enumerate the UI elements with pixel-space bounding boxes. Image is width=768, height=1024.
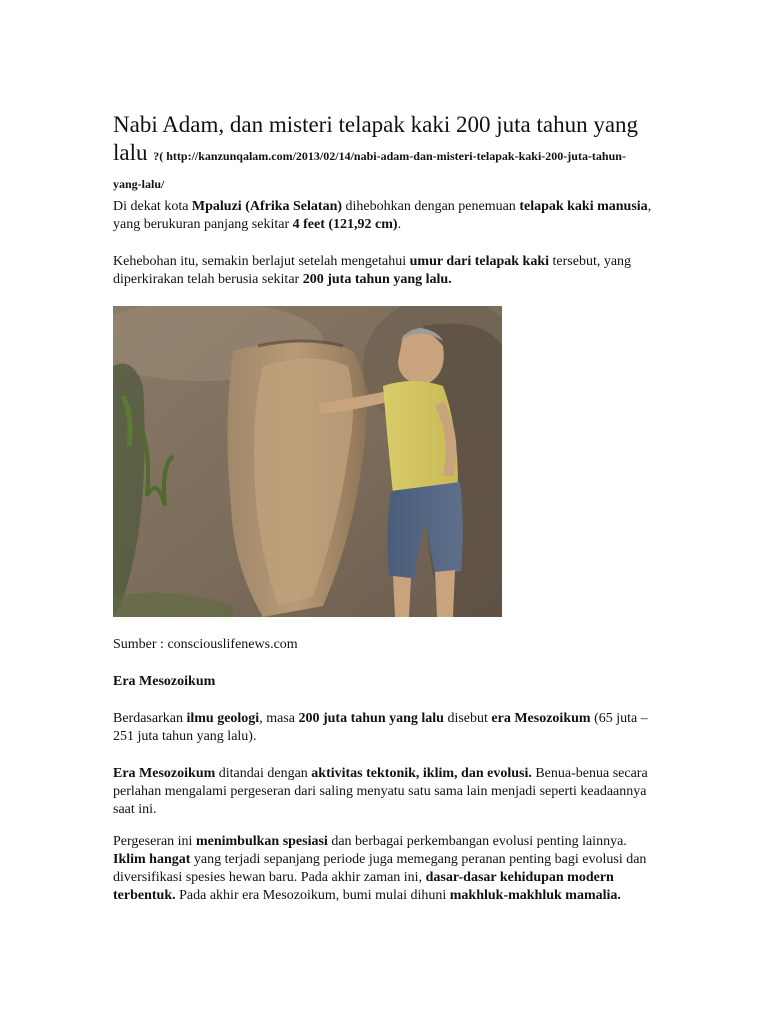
p3-text-3: disebut	[443, 711, 492, 726]
p5-bold-1: menimbulkan spesiasi	[195, 834, 328, 849]
p1-text-3: , yang berukuran panjang sekitar	[113, 199, 652, 232]
p1-bold-2: telapak kaki manusia	[519, 199, 648, 214]
p2-text-1: Kehebohan itu, semakin berlajut setelah mengetahui	[113, 254, 410, 269]
p5-text-4: Pada akhir era Mesozoikum, bumi mulai dihuni	[175, 888, 450, 903]
p1-bold-1: Mpaluzi (Afrika Selatan)	[191, 199, 343, 214]
article-title-text: Nabi Adam, dan misteri telapak kaki 200 juta tahun yang lalu	[113, 112, 639, 165]
p3-text-1: Berdasarkan	[113, 711, 187, 726]
p2-text-2: tersebut, yang diperkirakan telah berusia sekitar	[113, 254, 632, 287]
footprint-photo-illustration	[113, 306, 502, 617]
footprint-photo	[113, 306, 502, 617]
p3-text-4: (65 juta – 251 juta tahun yang lalu).	[113, 711, 648, 744]
p4-bold-2: aktivitas tektonik, iklim, dan evolusi.	[311, 766, 532, 781]
p5-bold-2: Iklim hangat	[113, 852, 191, 867]
p5-bold-3: dasar-dasar kehidupan modern terbentuk.	[113, 870, 614, 903]
p3-bold-3: era Mesozoikum	[491, 711, 591, 726]
paragraph-evolution	[113, 833, 653, 905]
p3-bold-2: 200 juta tahun yang lalu	[298, 711, 444, 726]
p5-text-1: Pergeseran ini	[113, 834, 196, 849]
p2-bold-1: umur dari telapak kaki	[409, 254, 550, 269]
p1-text-1: Di dekat kota	[113, 199, 192, 214]
p5-text-2: dan berbagai perkembangan evolusi penting lainnya.	[327, 834, 627, 849]
p1-bold-3: 4 feet (121,92 cm)	[292, 217, 398, 232]
p4-text-1: ditandai dengan	[215, 766, 312, 781]
p4-text-2: Benua-benua secara perlahan mengalami pergeseran dari saling menyatu satu sama lain menjadi seperti keadaannya saat ini.	[113, 766, 648, 817]
paragraph-geology	[113, 710, 653, 746]
article-title	[113, 111, 653, 195]
p3-bold-1: ilmu geologi	[186, 711, 260, 726]
p5-text-3: yang terjadi sepanjang periode juga memegang peranan penting bagi evolusi dan diversifikasi spesies hewan baru. Pada akhir zaman ini,	[113, 852, 647, 885]
p2-bold-2: 200 juta tahun yang lalu.	[302, 272, 452, 287]
p1-text-2: dihebohkan dengan penemuan	[342, 199, 520, 214]
p5-bold-4: makhluk-makhluk mamalia.	[449, 888, 621, 903]
article-source-url[interactable]: ?( http://kanzunqalam.com/2013/02/14/nabi-adam-dan-misteri-telapak-kaki-200-juta-tahun-yang-lalu/	[113, 149, 626, 191]
p1-text-4: .	[397, 217, 402, 232]
paragraph-location	[113, 198, 653, 234]
paragraph-mesozoic	[113, 765, 653, 819]
section-heading-era: Era Mesozoikum	[113, 674, 216, 689]
p4-bold-1: Era Mesozoikum	[113, 766, 216, 781]
source-credit: Sumber : consciouslifenews.com	[113, 637, 298, 652]
paragraph-age	[113, 253, 653, 289]
p3-text-2: , masa	[259, 711, 299, 726]
